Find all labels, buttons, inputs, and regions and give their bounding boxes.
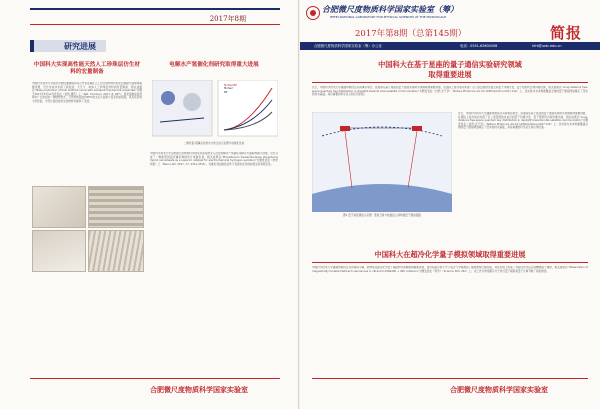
email-text: hfnl@ustc.edu.cn: [532, 44, 562, 48]
legend-item-1: MoSe2-BP: [224, 84, 237, 87]
figure-caption: 二硒化钼-黑磷杂化纳米片的合成示意图与电催化性能: [183, 142, 245, 145]
left-page: [0, 0, 299, 409]
right-article1-title-line2: 取得重要进展: [428, 70, 472, 79]
publisher-text: 合肥微尺度物质科学国家实验室（筹）办公室: [314, 44, 382, 48]
satellite-figure: [312, 112, 452, 212]
figure-legend: [224, 84, 237, 94]
section-tab: [30, 40, 106, 52]
masthead-brief-label: 简报: [550, 24, 583, 42]
masthead-issue: 2017年第8期（总第145期）: [355, 29, 467, 39]
satellite-2-icon: [412, 126, 422, 131]
nacre-photo-3: [32, 230, 86, 272]
issue-date: 2017年8期: [209, 15, 246, 23]
right-article2-body: 中国科学技术大学潘建伟教授及其同事陈宇翱、赵博等在超冷化学量子模拟研究领域取得重要进展，首次在超冷原子分子混合气中观测到了磁控费希巴赫共振，并在实验上实现了对超冷化学反应的精确量子调控，相关成果以“Observation of magnetically tunable Feshbach resonances in ultracold 23Na40K + 40K collisions”为题发表在《科学》（Science 363, 261）上。该工作为利用超冷分子进行量子模拟和量子计算开辟了新的途径。: [312, 266, 588, 273]
article1-body: 中国科学技术大学俞书宏教授课题组和其合作者近期在人工仿生结构材料的宏量制备方面取得重要进展，设计并成功实现了高性能、大尺寸、块体人工珍珠层材料的宏量制备，相关成果以“Mass production of bulk artificial nacre with excellent mechanical properties”为题于2017年8月10日发表在《自然·通讯》上（Nat. Commun. 2017, 8, 287）。层状结构是自然界中广泛存在的一种结构形式，天然珍珠层由约95%的文石片层和少量有机质组成，具有优异的力学性能，为设计高性能仿生结构材料提供了灵感。: [32, 82, 142, 103]
section-title: 研究进展: [64, 41, 96, 51]
right-article2-title: 中国科大在超冷化学量子模拟领域取得重要进展: [374, 250, 526, 259]
schematic-panel: [152, 80, 212, 136]
right-article1-body: 近日，中国科学技术大学潘建伟教授及其同事彭承志、张强等在基于星座的量子通信实验研究领域取得重要进展，在国际上首次成功实现了百公里量级的自由空间量子纠缠分发、量子隐形传态和纠缠交换，相关成果以“Long-distance free-space quantum key distribution in daylight towards inter-satellite communication”为题发表在《自然·光子学》（Nature Photonics doi:10.1038/nphoton.2017.116）上。该实验为未来构建覆盖全球的量子通信网络奠定了坚实的技术基础，具有重要的科学意义和应用价值。: [458, 112, 588, 130]
legend-item-2: MoSe2: [224, 87, 233, 91]
satellite-1-icon: [340, 126, 350, 131]
schematic-atom-1: [161, 91, 175, 105]
nacre-photo-4: [88, 230, 144, 272]
left-footer: 合肥微尺度物质科学国家实验室: [150, 385, 248, 394]
top-rule: [30, 8, 280, 10]
phone-text: 电话：0551-63600458: [460, 44, 498, 48]
masthead-org-cn: 合肥微尺度物质科学国家实验室（筹）: [322, 4, 458, 14]
masthead-info-bar: [300, 42, 600, 50]
lab-logo-icon: [306, 6, 320, 20]
right-footer: 合肥微尺度物质科学国家实验室: [450, 385, 548, 394]
article1-title: 中国科大实现高性能天然人工珍珠层仿生材料的宏量制备: [33, 62, 141, 75]
article2-title: 电解水产氢催化剂研究取得重大进展: [169, 62, 259, 68]
satellite-figure-caption: 图1 量子星座通信示意图：低轨卫星与地面站之间构建量子通信链路: [343, 214, 421, 217]
header-rule: [30, 24, 280, 25]
nacre-photo-2: [88, 186, 144, 228]
nacre-photo-1: [32, 186, 86, 228]
legend-item-3: BP: [224, 90, 228, 94]
right-article1-intro: 近日，中国科学技术大学潘建伟教授及其同事彭承志、张强等在基于星座的量子通信实验研究领域取得重要进展，在国际上首次成功实现了百公里量级的自由空间量子纠缠分发、量子隐形传态和纠缠交换，相关成果以“Long-distance free-space quantum key distribution in daylight towards inter-satellite communication”为题发表在《自然·光子学》（Nature Photonics doi:10.1038/nphoton.2017.116）上。该实验为未来构建覆盖全球的量子通信网络奠定了坚实的技术基础，具有重要的科学意义和应用价值。: [312, 86, 588, 97]
catalyst-figure: [152, 80, 278, 140]
right-article1-title-line1: 中国科大在基于星座的量子通信实验研究领域: [378, 60, 522, 69]
masthead-org-en: HEFEI NATIONAL LABORATORY FOR PHYSICAL SCIENCES AT THE MICROSCALE: [330, 15, 447, 19]
right-title-rule: [312, 82, 588, 83]
right-title2-rule: [312, 262, 588, 263]
footer-rule: [30, 378, 280, 379]
schematic-atom-2: [183, 93, 201, 111]
article2-body: 中国科学技术大学合肥微尺度物质科学国家实验室研究人员在电解水产氢催化剂研究方面取得重大进展，设计合成了一种新型的层状磷化物纳米片电催化剂，相关成果以“Molybdenum diselenide-black phosphorus hybrid nanosheets as a superior catalyst for electrochemical hydrogen evolution”为题发表在《纳米快报》上（Nano Lett. 2017, 17, 4311-4316）。该催化剂在酸性条件下表现出优异的析氢活性和稳定性。: [150, 152, 278, 166]
right-footer-rule: [312, 378, 588, 379]
